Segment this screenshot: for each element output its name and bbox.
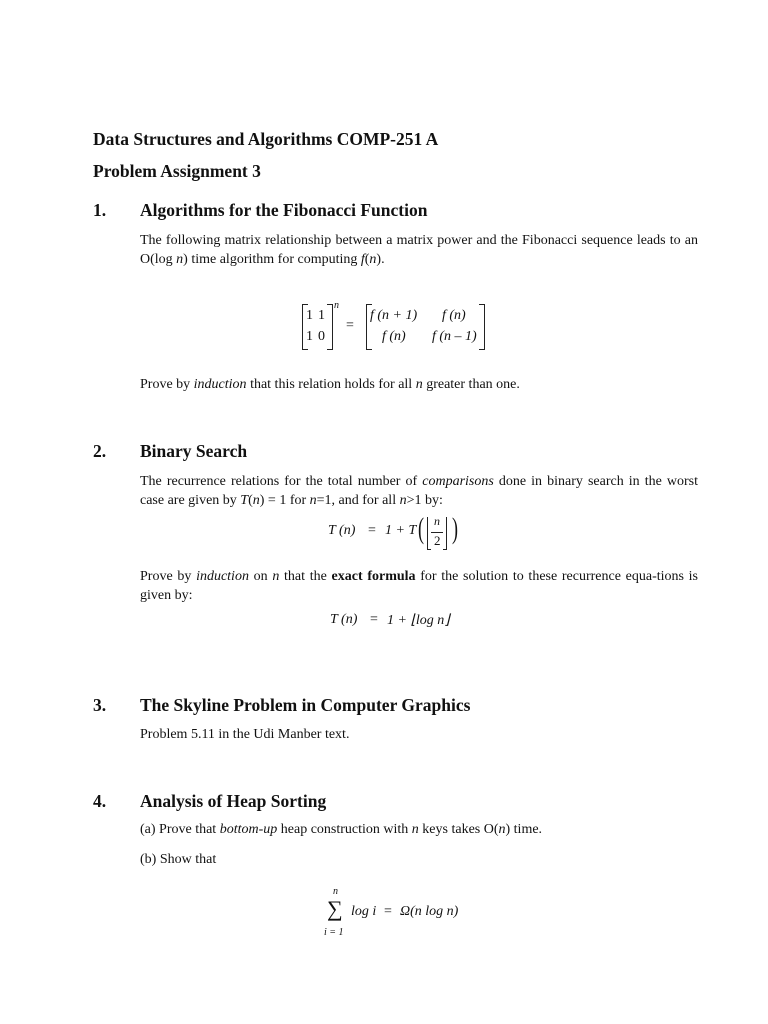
- left-matrix-cell: 1: [318, 308, 325, 323]
- section-4-part-b: (b) Show that: [140, 852, 217, 867]
- sum-equals: =: [384, 904, 392, 919]
- right-matrix-cell: f (n): [382, 329, 406, 344]
- section-3-text: Problem 5.11 in the Udi Manber text.: [140, 727, 350, 742]
- equals-sign: =: [346, 318, 354, 333]
- assignment-title: Problem Assignment 3: [93, 161, 261, 181]
- sum-body: log i: [351, 904, 377, 919]
- section-1-number: 1.: [93, 200, 107, 220]
- section-4-part-a: (a) Prove that bottom-up heap construction with n keys takes O(n) time.: [140, 822, 543, 837]
- left-matrix-cell: 1: [306, 308, 313, 323]
- left-matrix-cell: 0: [318, 329, 325, 344]
- section-3-title: The Skyline Problem in Computer Graphics: [140, 695, 471, 715]
- course-title: Data Structures and Algorithms COMP-251 A: [93, 129, 439, 149]
- right-matrix-cell: f (n – 1): [432, 329, 477, 344]
- section-2-number: 2.: [93, 441, 107, 461]
- section-2-paragraph-1: The recurrence relations for the total number of comparisons done in binary search in the worst case are given by T(n) = 1 for n=1, and for all n>1 by:: [140, 474, 698, 508]
- section-4-number: 4.: [93, 791, 107, 811]
- left-matrix-cell: 1: [306, 329, 313, 344]
- exact-formula: T (n) = 1 + ⌊log n⌋: [330, 612, 450, 628]
- section-2-title: Binary Search: [140, 441, 248, 461]
- sum-symbol: ∑: [327, 896, 343, 921]
- section-1-title: Algorithms for the Fibonacci Function: [140, 200, 428, 220]
- sum-upper-limit: n: [333, 886, 338, 897]
- sum-lower-limit: i = 1: [324, 927, 344, 938]
- matrix-exponent: n: [334, 300, 339, 311]
- section-4-title: Analysis of Heap Sorting: [140, 791, 327, 811]
- recurrence-equation: T (n) = 1 + T ( n 2 ): [328, 512, 458, 548]
- section-1-prove: Prove by induction that this relation holds for all n greater than one.: [140, 377, 520, 392]
- section-3-number: 3.: [93, 695, 107, 715]
- sum-rhs: Ω(n log n): [400, 904, 459, 919]
- fibonacci-matrix-equation: [298, 302, 498, 354]
- right-matrix-cell: f (n): [442, 308, 466, 323]
- section-1-intro: The following matrix relationship between a matrix power and the Fibonacci sequence leads to an O(log n) time algorithm for computing f(n).: [140, 233, 698, 267]
- summation-formula: [322, 886, 482, 946]
- right-matrix-cell: f (n + 1): [370, 308, 418, 323]
- section-2-paragraph-2: Prove by induction on n that the exact formula for the solution to these recurrence equa-tions is given by:: [140, 569, 698, 603]
